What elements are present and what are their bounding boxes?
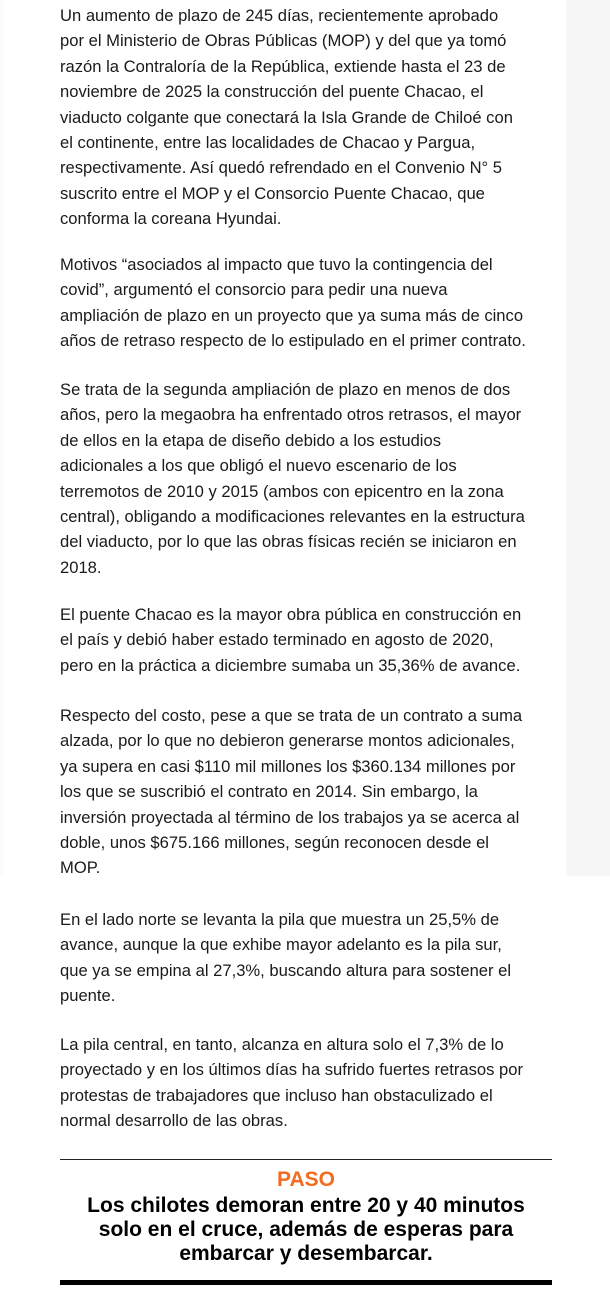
highlight-label: PASO <box>277 1168 335 1191</box>
paragraph-3: Se trata de la segunda ampliación de plazo en menos de dos años, pero la megaobra ha enfrentado otros retrasos, el mayor de ellos en la etapa de diseño debido a los estudios adicionales a los que obligó el nuevo escenario de los terremotos de 2010 y 2015 (ambos con epicentro en la zona central), obligando a modificaciones relevantes en la estructura del viaducto, por lo que las obras físicas recién se iniciaron en 2018. <box>60 380 525 577</box>
highlight-text: Los chilotes demoran entre 20 y 40 minutos solo en el cruce, además de esperas para embarcar y desembarcar. <box>87 1194 525 1265</box>
paragraph-1: Un aumento de plazo de 245 días, recientemente aprobado por el Ministerio de Obras Públicas (MOP) y del que ya tomó razón la Contraloría de la República, extiende hasta el 23 de noviembre de 2025 la construcción del puente Chacao, el viaducto colgante que conectará la Isla Grande de Chiloé con el continente, entre las localidades de Chacao y Pargua, respectivamente. Así quedó refrendado en el Convenio N° 5 suscrito entre el MOP y el Consorcio Puente Chacao, que conforma la coreana Hyundai. <box>60 6 513 229</box>
paragraph-7: La pila central, en tanto, alcanza en altura solo el 7,3% de lo proyectado y en los últimos días ha sufrido fuertes retrasos por protestas de trabajadores que incluso han obstaculizado el normal desarrollo de las obras. <box>60 1035 524 1131</box>
left-page-shadow <box>0 0 4 876</box>
paragraph-4: El puente Chacao es la mayor obra pública en construcción en el país y debió haber estado terminado en agosto de 2020, pero en la práctica a diciembre sumaba un 35,36% de avance. <box>60 605 522 675</box>
right-page-shadow <box>566 0 610 876</box>
highlight-box <box>60 1159 552 1286</box>
highlight-bottom-rule <box>60 1280 552 1285</box>
paragraph-2: Motivos “asociados al impacto que tuvo la contingencia del covid”, argumentó el consorcio para pedir una nueva ampliación de plazo en un proyecto que ya suma más de cinco años de retraso respecto de lo estipulado en el primer contrato. <box>60 255 526 351</box>
paragraph-6: En el lado norte se levanta la pila que muestra un 25,5% de avance, aunque la que exhibe mayor adelanto es la pila sur, que ya se empina al 27,3%, buscando altura para sostener el puente. <box>60 910 512 1006</box>
paragraph-5: Respecto del costo, pese a que se trata de un contrato a suma alzada, por lo que no debieron generarse montos adicionales, ya supera en casi $110 mil millones los $360.134 millones por los que se suscribió el contrato en 2014. Sin embargo, la inversión proyectada al término de los trabajos ya se acerca al doble, unos $675.166 millones, según reconocen desde el MOP. <box>60 706 523 878</box>
